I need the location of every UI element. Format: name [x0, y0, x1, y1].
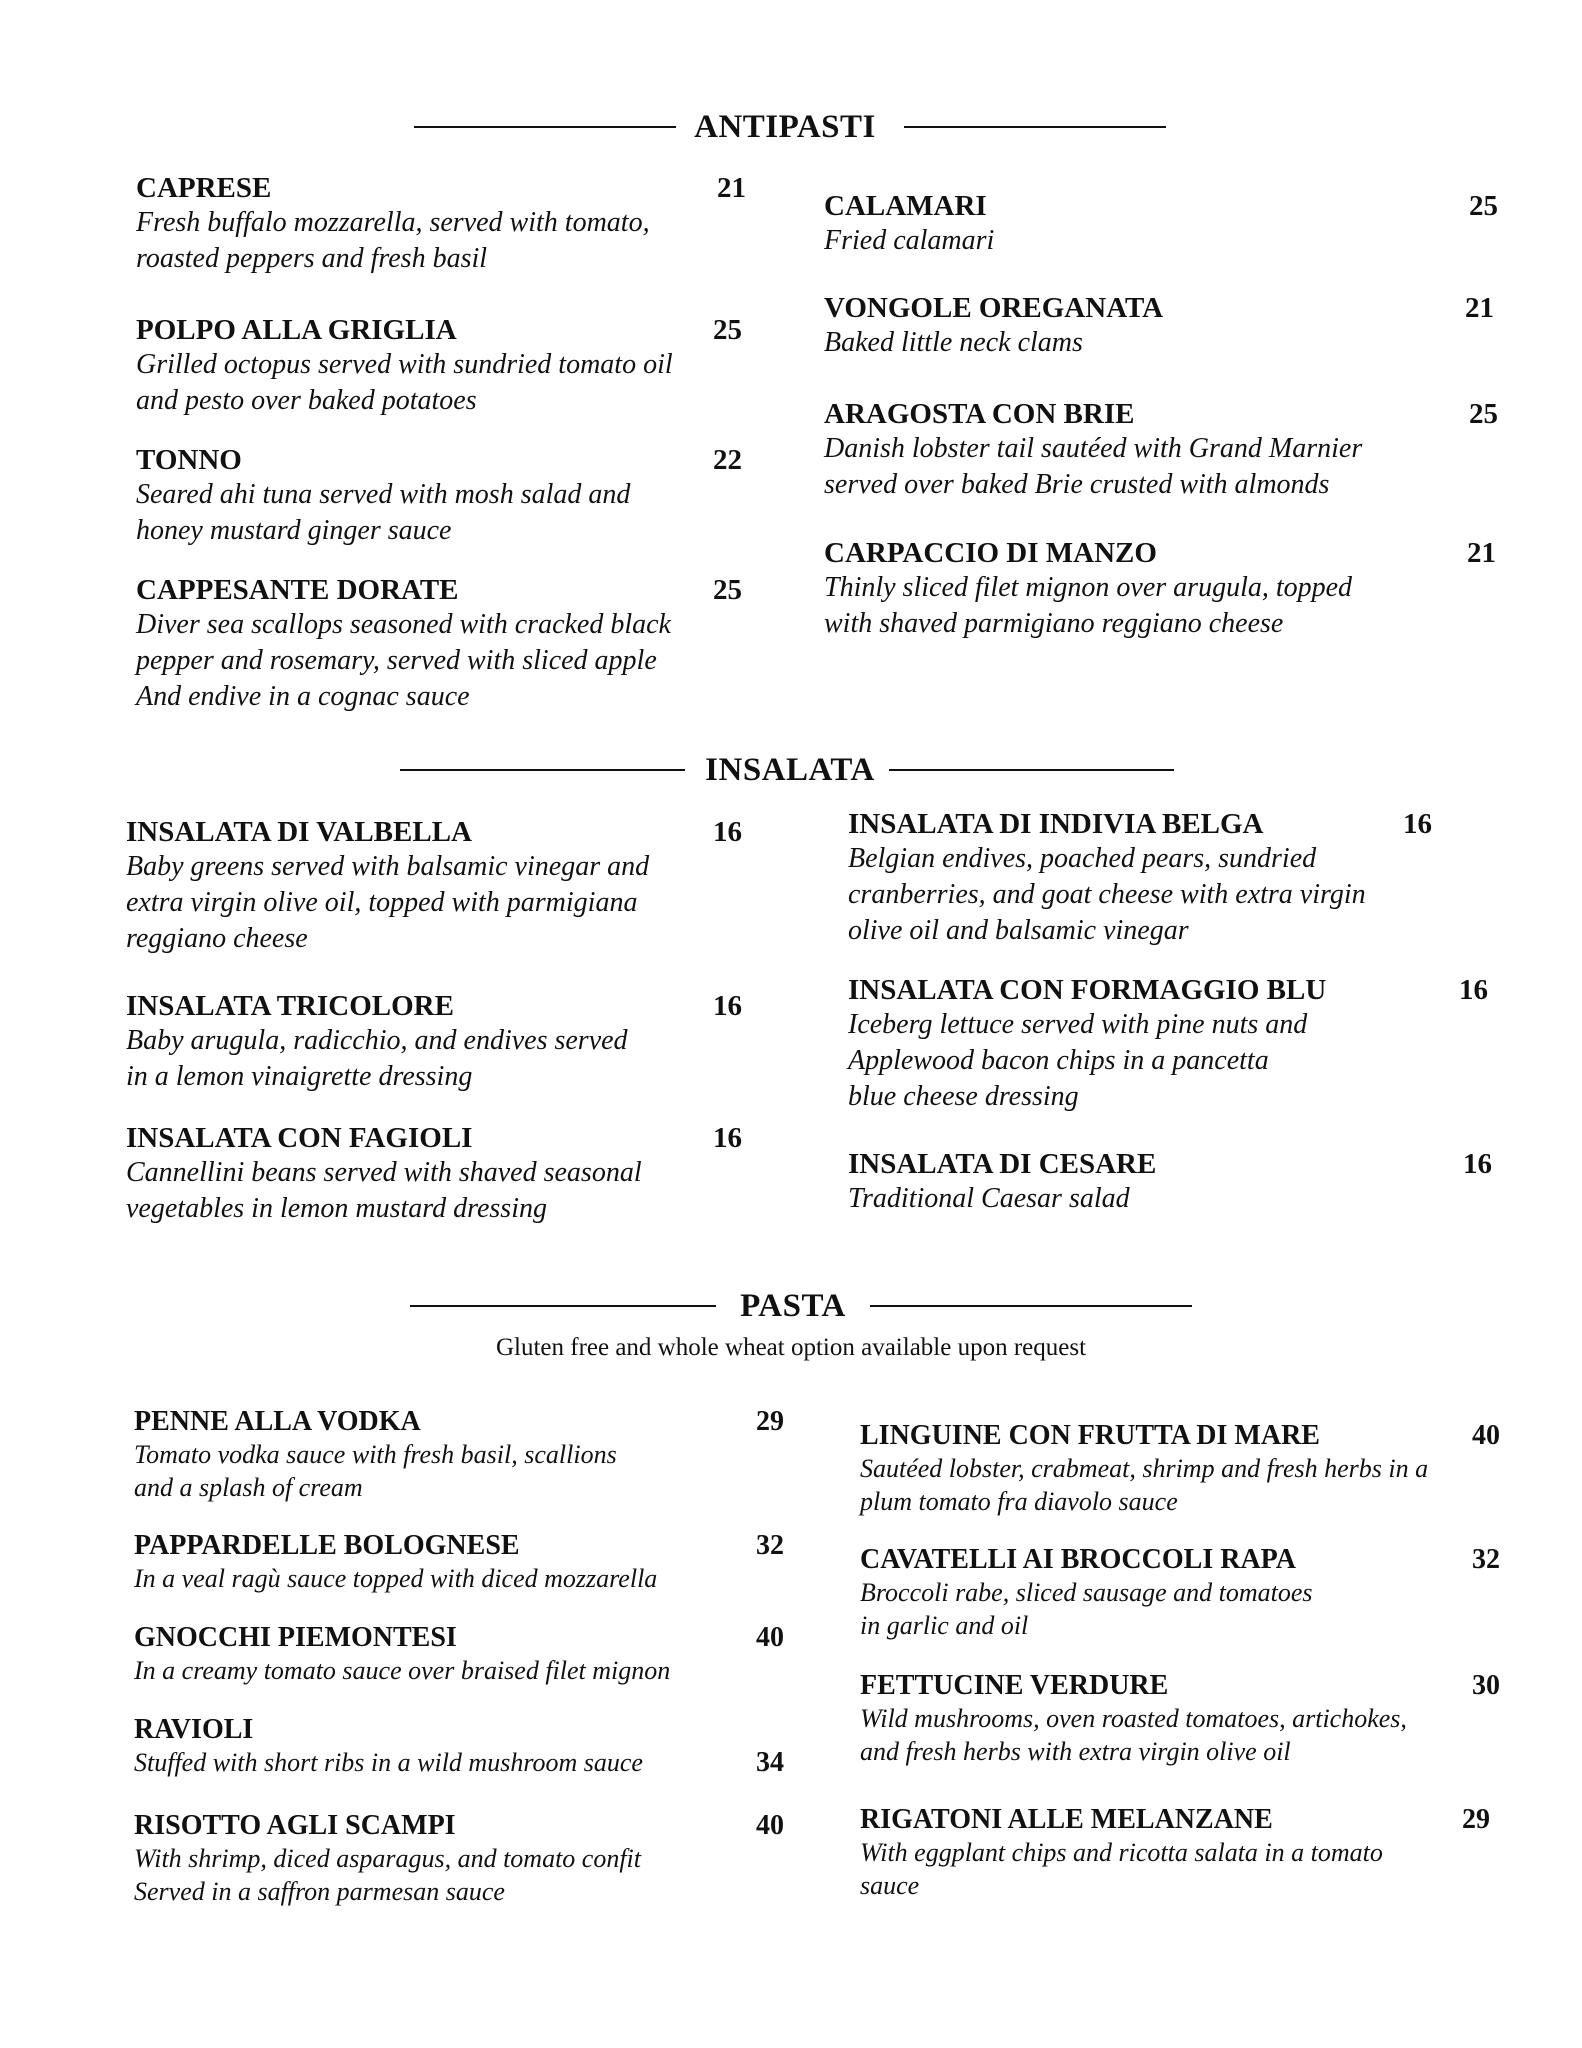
item-name: CALAMARI — [824, 190, 987, 222]
item-description: Baby arugula, radicchio, and endives served in a lemon vinaigrette dressing — [126, 1025, 628, 1092]
item-price: 32 — [756, 1530, 784, 1561]
heading-rule-left — [414, 126, 676, 128]
item-price: 30 — [1472, 1670, 1500, 1701]
item-price: 29 — [1462, 1804, 1490, 1835]
item-name: INSALATA DI VALBELLA — [126, 816, 472, 848]
item-name: ARAGOSTA CON BRIE — [824, 398, 1135, 430]
menu-item — [824, 292, 1494, 361]
item-price: 16 — [713, 816, 742, 848]
item-price: 40 — [756, 1622, 784, 1653]
menu-item — [824, 537, 1496, 642]
menu-item — [136, 574, 742, 715]
menu-item — [848, 974, 1488, 1115]
menu-item — [848, 1148, 1492, 1217]
item-name: CAPPESANTE DORATE — [136, 574, 459, 606]
section-title: PASTA — [740, 1287, 846, 1324]
item-description: Seared ahi tuna served with mosh salad and honey mustard ginger sauce — [136, 479, 631, 546]
item-name: RIGATONI ALLE MELANZANE — [860, 1804, 1273, 1835]
section-heading-antipasti — [405, 105, 1175, 149]
item-price: 40 — [1472, 1420, 1500, 1451]
heading-rule-right — [904, 126, 1166, 128]
item-price: 25 — [1469, 398, 1498, 430]
item-description: Belgian endives, poached pears, sundried cranberries, and goat cheese with extra virgin olive oil and balsamic vinegar — [848, 843, 1366, 946]
section-title: INSALATA — [705, 751, 875, 788]
heading-rule-right — [889, 769, 1174, 771]
menu-item — [860, 1670, 1500, 1768]
item-description: Iceberg lettuce served with pine nuts and Applewood bacon chips in a pancetta blue cheese dressing — [848, 1009, 1308, 1112]
heading-rule-left — [400, 769, 685, 771]
item-name: INSALATA DI INDIVIA BELGA — [848, 808, 1264, 840]
item-price: 21 — [717, 172, 746, 204]
item-price: 40 — [756, 1810, 784, 1841]
item-price: 16 — [1403, 808, 1432, 840]
item-description: With shrimp, diced asparagus, and tomato confit Served in a saffron parmesan sauce — [134, 1844, 641, 1906]
menu-item — [126, 816, 742, 957]
item-name: CAPRESE — [136, 172, 272, 204]
item-description: Fried calamari — [824, 225, 995, 256]
item-price: 29 — [756, 1406, 784, 1437]
menu-item — [136, 444, 742, 549]
item-price: 16 — [713, 990, 742, 1022]
item-description: Danish lobster tail sautéed with Grand Marnier served over baked Brie crusted with almonds — [824, 433, 1363, 500]
menu-item — [134, 1406, 784, 1504]
item-name: GNOCCHI PIEMONTESI — [134, 1622, 457, 1653]
item-name: PENNE ALLA VODKA — [134, 1406, 421, 1437]
item-description: Baby greens served with balsamic vinegar and extra virgin olive oil, topped with parmigiana reggiano cheese — [126, 851, 650, 954]
item-price: 25 — [713, 574, 742, 606]
item-price: 16 — [1463, 1148, 1492, 1180]
menu-item — [860, 1804, 1490, 1902]
menu-item — [136, 314, 742, 419]
item-price: 22 — [713, 444, 742, 476]
item-description: Grilled octopus served with sundried tomato oil and pesto over baked potatoes — [136, 349, 673, 416]
menu-item — [134, 1714, 784, 1779]
section-heading-pasta — [408, 1284, 1194, 1328]
item-name: RISOTTO AGLI SCAMPI — [134, 1810, 456, 1841]
menu-item — [824, 190, 1498, 259]
item-name: POLPO ALLA GRIGLIA — [136, 314, 457, 346]
item-description: Diver sea scallops seasoned with cracked black pepper and rosemary, served with sliced apple And endive in a cognac sauce — [136, 609, 671, 712]
menu-item — [824, 398, 1498, 503]
menu-item — [136, 172, 746, 277]
menu-item — [134, 1810, 784, 1908]
menu-item — [134, 1622, 784, 1687]
menu-item — [860, 1544, 1500, 1642]
item-name: TONNO — [136, 444, 242, 476]
item-description: Sautéed lobster, crabmeat, shrimp and fresh herbs in a plum tomato fra diavolo sauce — [860, 1454, 1429, 1516]
item-price: 16 — [1459, 974, 1488, 1006]
item-description: Thinly sliced filet mignon over arugula, topped with shaved parmigiano reggiano cheese — [824, 572, 1353, 639]
item-description: Cannellini beans served with shaved seasonal vegetables in lemon mustard dressing — [126, 1157, 642, 1224]
item-name: INSALATA TRICOLORE — [126, 990, 454, 1022]
item-name: VONGOLE OREGANATA — [824, 292, 1164, 324]
item-name: PAPPARDELLE BOLOGNESE — [134, 1530, 520, 1561]
item-description: Broccoli rabe, sliced sausage and tomatoes in garlic and oil — [860, 1578, 1313, 1640]
menu-item — [126, 990, 742, 1095]
item-name: INSALATA CON FORMAGGIO BLU — [848, 974, 1327, 1006]
menu-item — [126, 1122, 742, 1227]
menu-item — [848, 808, 1432, 949]
heading-rule-left — [410, 1305, 716, 1307]
menu-item — [860, 1420, 1500, 1518]
item-description: Stuffed with short ribs in a wild mushroom sauce — [134, 1748, 643, 1777]
item-description: Fresh buffalo mozzarella, served with tomato, roasted peppers and fresh basil — [136, 207, 650, 274]
item-description: In a creamy tomato sauce over braised filet mignon — [134, 1656, 671, 1685]
section-heading-insalata — [392, 748, 1182, 792]
item-name: FETTUCINE VERDURE — [860, 1670, 1169, 1701]
pasta-note: Gluten free and whole wheat option available upon request — [495, 1334, 1087, 1361]
item-description: With eggplant chips and ricotta salata in a tomato sauce — [860, 1838, 1383, 1900]
menu-item — [134, 1530, 784, 1595]
item-description: Tomato vodka sauce with fresh basil, scallions and a splash of cream — [134, 1440, 617, 1502]
item-price: 16 — [713, 1122, 742, 1154]
item-name: LINGUINE CON FRUTTA DI MARE — [860, 1420, 1320, 1451]
section-title: ANTIPASTI — [694, 108, 876, 145]
item-price: 21 — [1467, 537, 1496, 569]
item-description: Traditional Caesar salad — [848, 1183, 1130, 1214]
item-description: Wild mushrooms, oven roasted tomatoes, artichokes, and fresh herbs with extra virgin olive oil — [860, 1704, 1407, 1766]
item-name: INSALATA CON FAGIOLI — [126, 1122, 473, 1154]
item-price: 21 — [1465, 292, 1494, 324]
item-name: RAVIOLI — [134, 1714, 254, 1745]
item-name: INSALATA DI CESARE — [848, 1148, 1157, 1180]
heading-rule-right — [870, 1305, 1192, 1307]
item-price: 34 — [756, 1747, 784, 1778]
item-name: CAVATELLI AI BROCCOLI RAPA — [860, 1544, 1296, 1575]
item-price: 32 — [1472, 1544, 1500, 1575]
item-description: In a veal ragù sauce topped with diced mozzarella — [134, 1564, 658, 1593]
item-name: CARPACCIO DI MANZO — [824, 537, 1157, 569]
item-price: 25 — [713, 314, 742, 346]
item-price: 25 — [1469, 190, 1498, 222]
item-description: Baked little neck clams — [824, 327, 1083, 358]
